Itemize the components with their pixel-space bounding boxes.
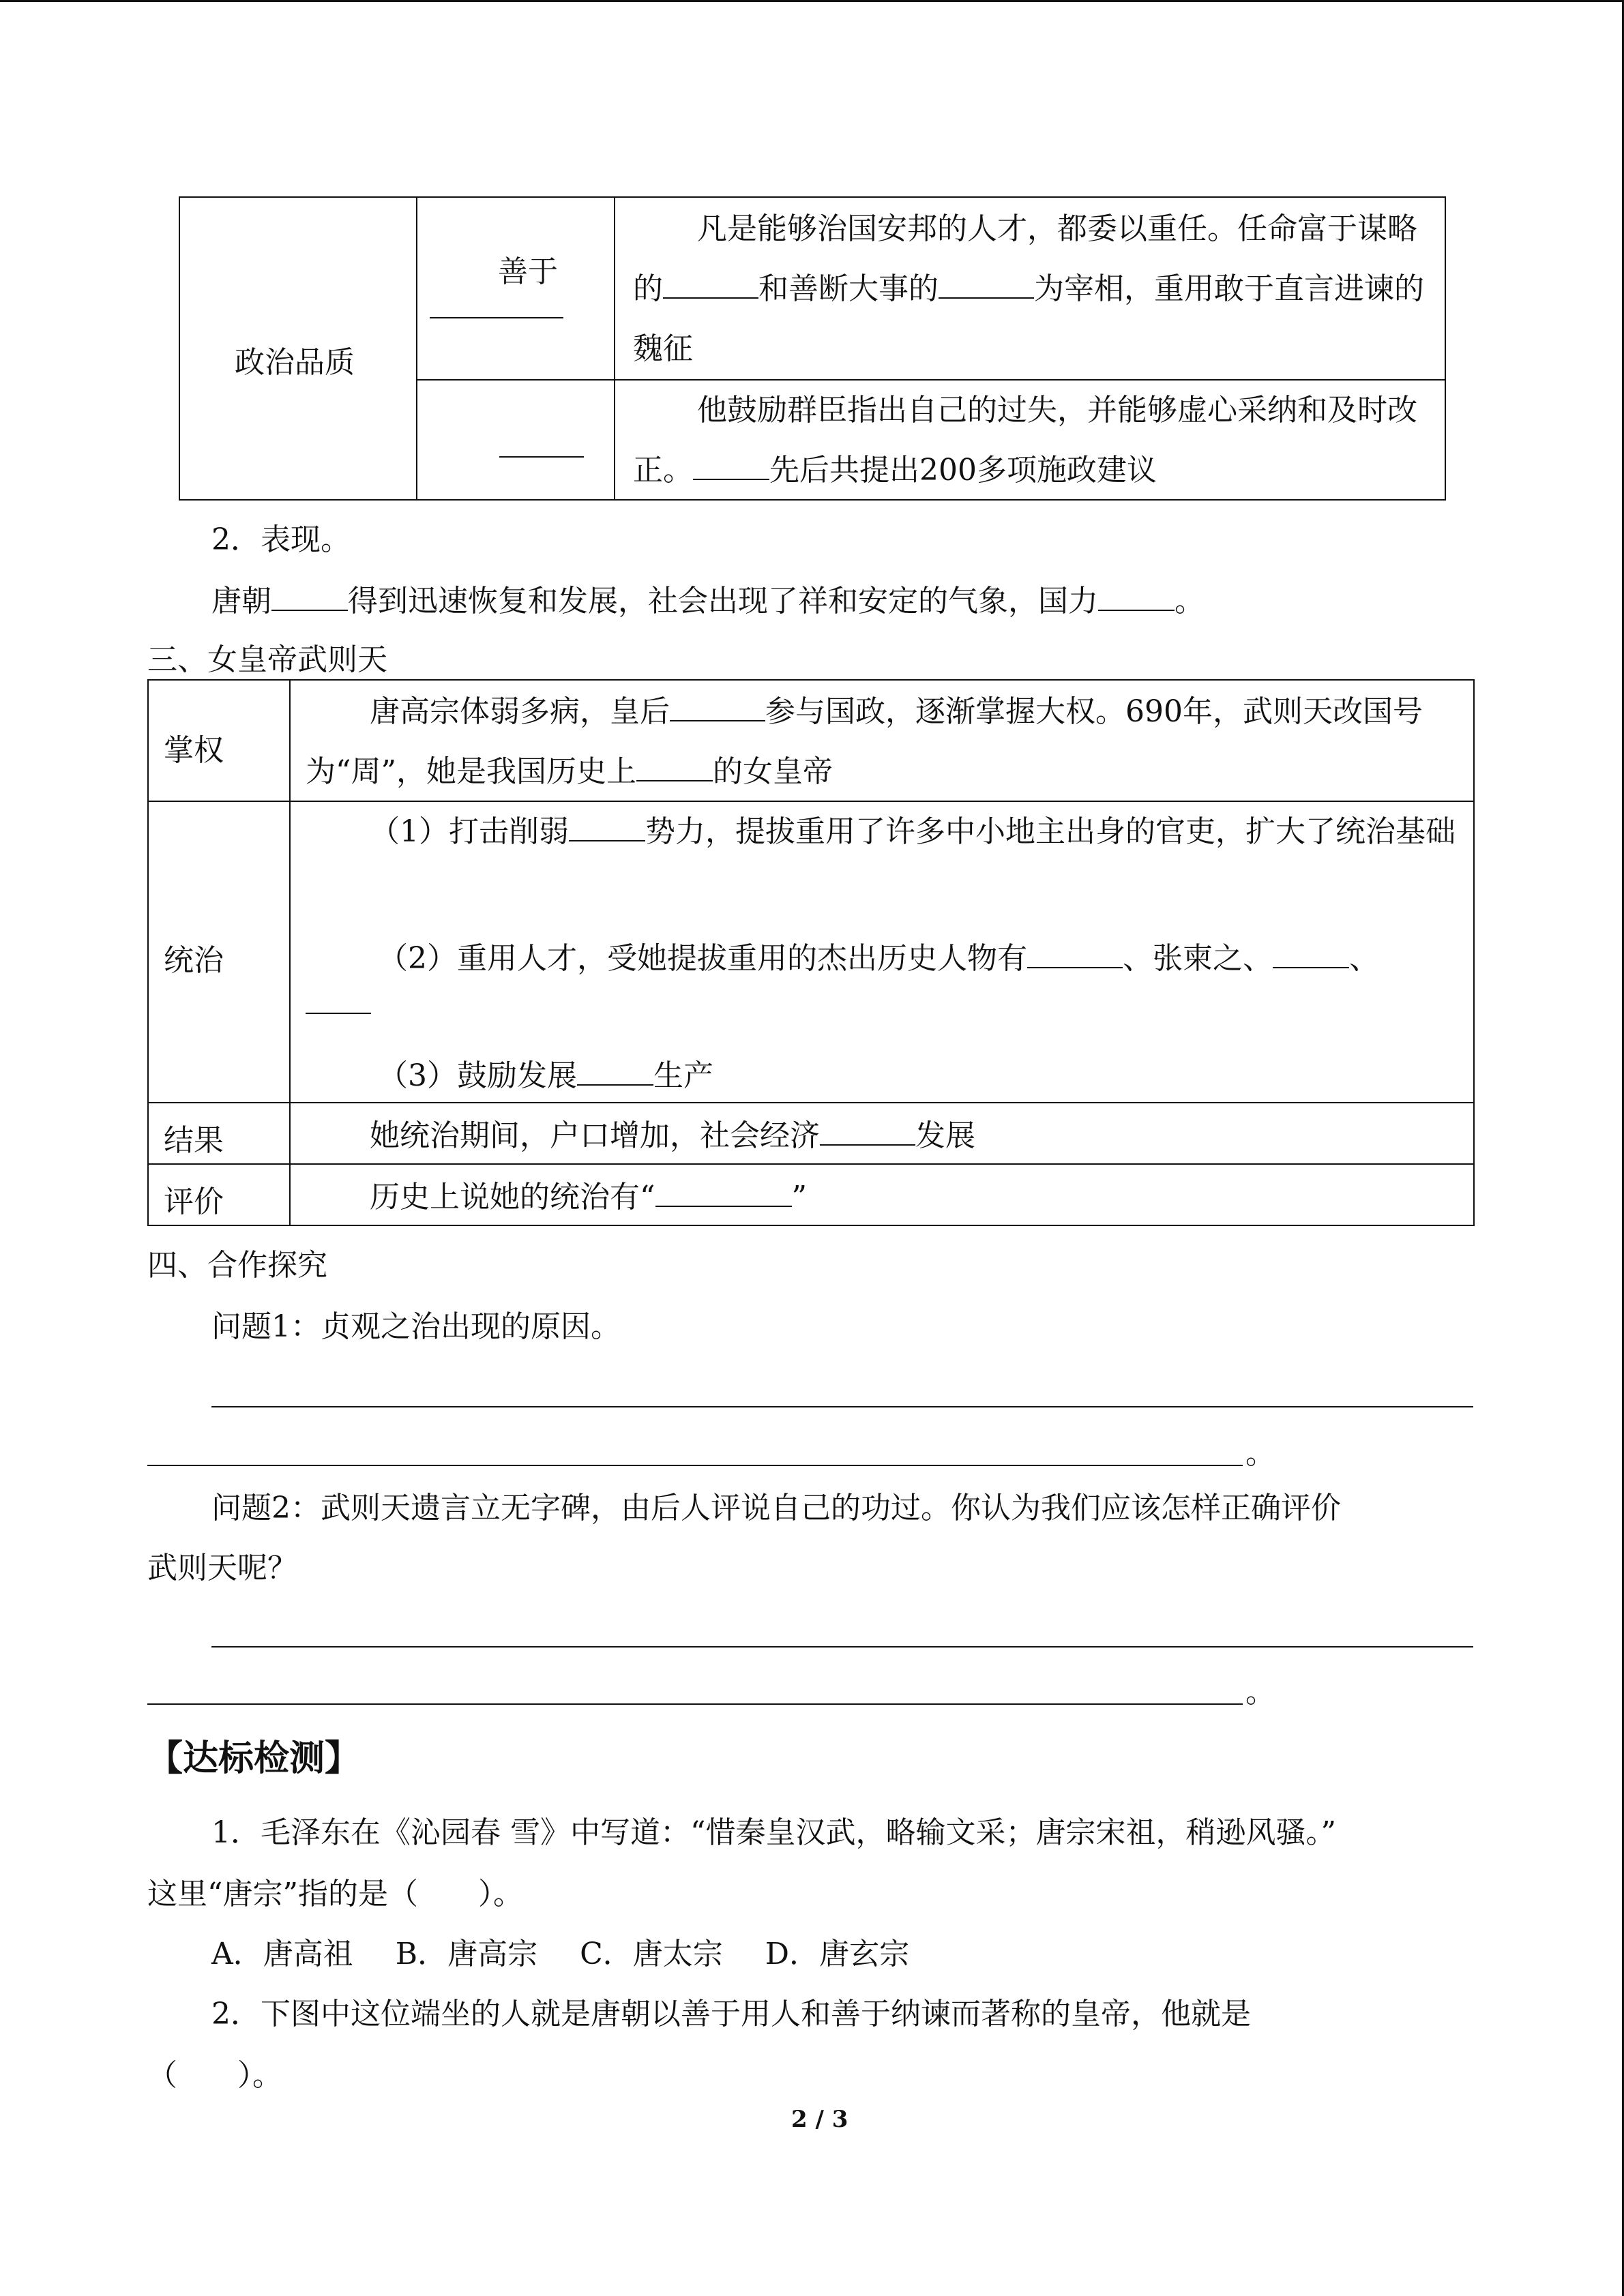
section2-heading: 2．表现。	[211, 522, 351, 557]
question1-answer-line-1	[211, 1406, 1473, 1407]
row-power-label-cell	[147, 679, 291, 802]
table1-sub1-cell	[416, 196, 615, 381]
table1-desc1-text: 凡是能够治国安邦的人才，都委以重任。任命富于谋略的 和善断大事的 为宰相，重用敢于直言进谏的魏征	[633, 211, 1424, 366]
row-rule-label: 统治	[164, 943, 224, 978]
page-number: 2 / 3	[791, 2106, 848, 2133]
question2-line1: 问题2：武则天遗言立无字碑，由后人评说自己的功过。你认为我们应该怎样正确评价	[211, 1491, 1341, 1525]
question1-answer-line-2	[147, 1465, 1243, 1466]
question1-period: 。	[1245, 1436, 1275, 1471]
table1-sub1-label: 善于	[498, 254, 558, 289]
section3-heading: 三、女皇帝武则天	[147, 642, 387, 677]
page-border-top	[0, 0, 1624, 2]
row-eval-label: 评价	[164, 1184, 224, 1219]
row-rule-item3: （3）鼓励发展 生产	[378, 1056, 713, 1094]
table1-desc2-text: 他鼓励群臣指出自己的过失，并能够虚心采纳和及时改正。 先后共提出200多项施政建议	[633, 393, 1417, 488]
row-result-text: 她统治期间，户口增加，社会经济 发展	[370, 1116, 975, 1154]
test-q1-line1: 1．毛泽东在《沁园春 雪》中写道：“惜秦皇汉武，略输文采；唐宗宋祖，稍逊风骚。”	[211, 1815, 1336, 1850]
question2-line2: 武则天呢？	[147, 1551, 297, 1585]
row-power-text: 唐高宗体弱多病，皇后 参与国政，逐渐掌握大权。690年，武则天改国号为“周”，她是我国历史上 的女皇帝	[306, 682, 1458, 802]
section2-line: 唐朝 得到迅速恢复和发展，社会出现了祥和安定的气象，国力 。	[211, 581, 1205, 620]
row-power-label: 掌权	[164, 733, 224, 768]
table1-label-cell	[179, 196, 417, 501]
political-quality-table	[179, 196, 1446, 501]
test-q1-options	[211, 1935, 909, 1973]
section4-heading: 四、合作探究	[147, 1248, 327, 1283]
table1-sub1-blank	[430, 307, 563, 318]
table1-sub2-blank	[499, 446, 584, 458]
row-rule-item2: （2）重用人才，受她提拔重用的杰出历史人物有 、张柬之、 、	[378, 938, 1379, 977]
question1-text: 问题1：贞观之治出现的原因。	[211, 1309, 621, 1344]
table1-row-label: 政治品质	[235, 345, 355, 380]
row-rule-content-cell	[289, 801, 1475, 1103]
option-a: A．唐高祖	[211, 1937, 353, 1971]
table1-sub2-cell	[416, 379, 615, 501]
test-q2-line2: （ ）。	[147, 2058, 282, 2093]
test-q2-line1: 2．下图中这位端坐的人就是唐朝以善于用人和善于纳谏而著称的皇帝，他就是	[211, 1997, 1251, 2031]
test-section-heading: 【达标检测】	[147, 1738, 361, 1779]
row-result-label-cell	[147, 1102, 291, 1165]
table1-desc2-cell	[614, 379, 1446, 501]
row-result-content-cell	[289, 1102, 1475, 1165]
question2-period: 。	[1245, 1675, 1275, 1710]
question2-answer-line-1	[211, 1646, 1473, 1648]
row-power-content-cell	[289, 679, 1475, 802]
table1-desc1-cell	[614, 196, 1446, 381]
row-rule-item1: （1）打击削弱 势力，提拔重用了许多中小地主出身的官吏，扩大了统治基础	[306, 802, 1458, 862]
option-b: B．唐高宗	[395, 1937, 538, 1971]
row-eval-label-cell	[147, 1163, 291, 1226]
test-q1-line2: 这里“唐宗”指的是（ ）。	[147, 1877, 523, 1911]
row-rule-label-cell	[147, 801, 291, 1103]
option-c: C．唐太宗	[580, 1937, 723, 1971]
option-d: D．唐玄宗	[765, 1937, 910, 1971]
row-rule-item2-blank-wrap	[306, 1002, 371, 1014]
row-eval-text: 历史上说她的统治有“ ”	[370, 1177, 807, 1216]
row-result-label: 结果	[164, 1123, 224, 1158]
wu-zetian-table	[147, 679, 1475, 1226]
question2-answer-line-2	[147, 1703, 1243, 1705]
row-eval-content-cell	[289, 1163, 1475, 1226]
